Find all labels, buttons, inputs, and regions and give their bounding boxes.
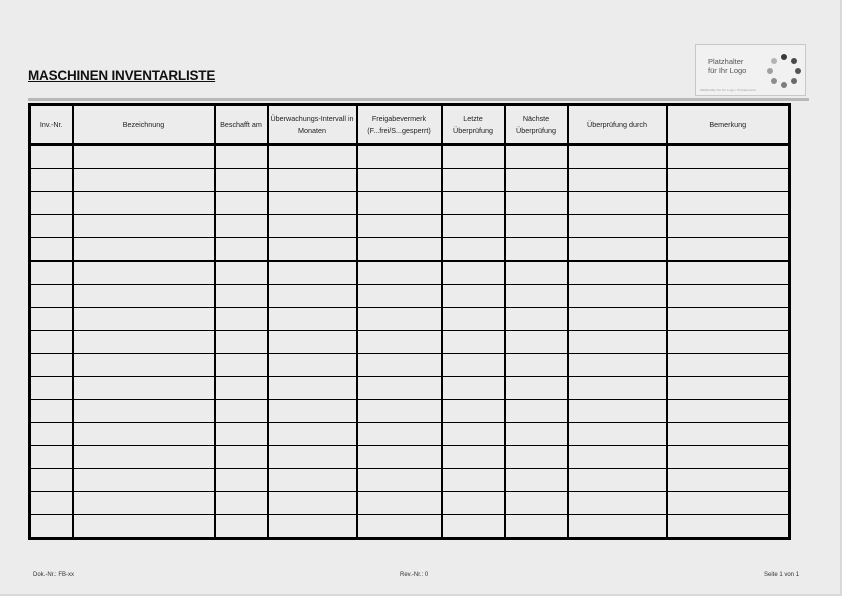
table-cell[interactable] (215, 308, 268, 331)
footer-page: Seite 1 von 1 (764, 572, 800, 578)
table-cell[interactable] (442, 285, 505, 308)
table-cell[interactable] (667, 331, 790, 354)
table-cell[interactable] (30, 331, 73, 354)
table-cell[interactable] (73, 285, 215, 308)
table-cell[interactable] (30, 354, 73, 377)
logo-placeholder (695, 44, 806, 96)
document-title: MASCHINEN INVENTARLISTE (28, 68, 216, 83)
table-cell[interactable] (442, 215, 505, 238)
table-cell[interactable] (30, 169, 73, 192)
table-cell[interactable] (667, 145, 790, 169)
table-cell[interactable] (442, 145, 505, 169)
table-cell[interactable] (30, 285, 73, 308)
table-cell[interactable] (73, 377, 215, 400)
table-cell[interactable] (30, 215, 73, 238)
logo-dot (781, 82, 787, 88)
table-cell[interactable] (268, 285, 357, 308)
table-row (30, 331, 790, 354)
table-cell[interactable] (357, 261, 442, 285)
table-cell[interactable] (505, 145, 568, 169)
table-cell[interactable] (73, 145, 215, 169)
table-cell[interactable] (505, 192, 568, 215)
table-cell[interactable] (442, 446, 505, 469)
table-cell[interactable] (442, 469, 505, 492)
table-cell[interactable] (357, 285, 442, 308)
table-cell[interactable] (505, 285, 568, 308)
table-cell[interactable] (505, 331, 568, 354)
logo-dot (791, 78, 797, 84)
table-row (30, 169, 790, 192)
table-cell[interactable] (268, 238, 357, 262)
table-row (30, 423, 790, 446)
table-row (30, 515, 790, 539)
table-cell[interactable] (357, 169, 442, 192)
table-cell[interactable] (357, 308, 442, 331)
table-row (30, 492, 790, 515)
column-header: Bezeichnung (73, 105, 215, 145)
table-cell[interactable] (442, 423, 505, 446)
table-cell[interactable] (442, 238, 505, 262)
table-cell[interactable] (215, 285, 268, 308)
table-cell[interactable] (73, 423, 215, 446)
table-cell[interactable] (30, 492, 73, 515)
logo-subtext: Platzhalter für Ihr Logo / Firmenname (700, 88, 756, 92)
table-cell[interactable] (667, 354, 790, 377)
table-cell[interactable] (215, 145, 268, 169)
table-cell[interactable] (442, 192, 505, 215)
table-cell[interactable] (505, 515, 568, 539)
table-cell[interactable] (505, 446, 568, 469)
table-cell[interactable] (505, 215, 568, 238)
table-cell[interactable] (73, 238, 215, 262)
table-cell[interactable] (505, 377, 568, 400)
table-cell[interactable] (30, 423, 73, 446)
table-cell[interactable] (505, 169, 568, 192)
table-cell[interactable] (357, 145, 442, 169)
table-cell[interactable] (568, 192, 667, 215)
footer-rev-nr: Rev.-Nr.: 0 (400, 572, 429, 578)
column-header: Nächste Überprüfung (505, 105, 568, 145)
column-header: Inv.-Nr. (30, 105, 73, 145)
table-cell[interactable] (667, 469, 790, 492)
logo-dot (781, 54, 787, 60)
table-cell[interactable] (215, 400, 268, 423)
logo-text-line1: Platzhalter (708, 57, 744, 66)
column-header: Letzte Überprüfung (442, 105, 505, 145)
table-row (30, 215, 790, 238)
table-cell[interactable] (667, 169, 790, 192)
logo-dot (767, 68, 773, 74)
table-cell[interactable] (667, 423, 790, 446)
logo-text-line2: für Ihr Logo (708, 66, 747, 75)
table-cell[interactable] (667, 400, 790, 423)
table-cell[interactable] (30, 400, 73, 423)
table-cell[interactable] (215, 423, 268, 446)
table-row (30, 285, 790, 308)
table-cell[interactable] (215, 469, 268, 492)
table-cell[interactable] (215, 377, 268, 400)
table-cell[interactable] (268, 354, 357, 377)
table-cell[interactable] (357, 215, 442, 238)
table-cell[interactable] (73, 331, 215, 354)
table-cell[interactable] (568, 238, 667, 262)
table-cell[interactable] (568, 492, 667, 515)
table-cell[interactable] (215, 261, 268, 285)
table-cell[interactable] (667, 515, 790, 539)
table-cell[interactable] (215, 446, 268, 469)
column-header: Bemerkung (667, 105, 790, 145)
table-cell[interactable] (357, 446, 442, 469)
table-cell[interactable] (30, 238, 73, 262)
table-cell[interactable] (73, 192, 215, 215)
logo-ring-icon (764, 51, 804, 91)
table-cell[interactable] (357, 400, 442, 423)
table-cell[interactable] (442, 377, 505, 400)
table-cell[interactable] (73, 469, 215, 492)
table-cell[interactable] (442, 515, 505, 539)
table-cell[interactable] (73, 400, 215, 423)
table-cell[interactable] (215, 215, 268, 238)
column-header: Überprüfung durch (568, 105, 667, 145)
table-cell[interactable] (568, 169, 667, 192)
table-cell[interactable] (215, 354, 268, 377)
table-cell[interactable] (568, 261, 667, 285)
table-row (30, 354, 790, 377)
table-cell[interactable] (667, 446, 790, 469)
logo-text (708, 57, 746, 75)
column-header: Beschafft am (215, 105, 268, 145)
table-cell[interactable] (442, 331, 505, 354)
table-cell[interactable] (357, 469, 442, 492)
table-cell[interactable] (357, 354, 442, 377)
table-cell[interactable] (268, 192, 357, 215)
column-header: Überwachungs-Intervall in Monaten (268, 105, 357, 145)
table-cell[interactable] (357, 192, 442, 215)
table-cell[interactable] (667, 285, 790, 308)
table-cell[interactable] (215, 169, 268, 192)
table-cell[interactable] (667, 261, 790, 285)
table-cell[interactable] (568, 285, 667, 308)
table-cell[interactable] (268, 377, 357, 400)
table-cell[interactable] (667, 308, 790, 331)
table-cell[interactable] (505, 238, 568, 262)
table-cell[interactable] (442, 354, 505, 377)
header-divider (28, 98, 809, 101)
table-cell[interactable] (568, 145, 667, 169)
table-cell[interactable] (215, 331, 268, 354)
column-header: Freigabevermerk (F...frei/S...gesperrt) (357, 105, 442, 145)
table-cell[interactable] (442, 308, 505, 331)
inventory-table (28, 103, 791, 540)
table-cell[interactable] (505, 423, 568, 446)
table-cell[interactable] (268, 423, 357, 446)
table-cell[interactable] (30, 446, 73, 469)
table-row (30, 261, 790, 285)
logo-dot (791, 58, 797, 64)
table-cell[interactable] (73, 261, 215, 285)
table-cell[interactable] (505, 308, 568, 331)
table-cell[interactable] (215, 515, 268, 539)
table-cell[interactable] (505, 400, 568, 423)
table-cell[interactable] (73, 169, 215, 192)
table-cell[interactable] (357, 377, 442, 400)
table-cell[interactable] (268, 145, 357, 169)
table-cell[interactable] (215, 192, 268, 215)
table-cell[interactable] (568, 215, 667, 238)
table-cell[interactable] (30, 192, 73, 215)
table-cell[interactable] (268, 400, 357, 423)
table-cell[interactable] (268, 492, 357, 515)
logo-dot (771, 78, 777, 84)
table-cell[interactable] (268, 446, 357, 469)
table-cell[interactable] (73, 354, 215, 377)
table-row (30, 145, 790, 169)
table-cell[interactable] (568, 354, 667, 377)
table-cell[interactable] (30, 515, 73, 539)
table-cell[interactable] (268, 469, 357, 492)
logo-dot (771, 58, 777, 64)
table-cell[interactable] (268, 169, 357, 192)
table-row (30, 446, 790, 469)
table-cell[interactable] (667, 492, 790, 515)
table-cell[interactable] (73, 492, 215, 515)
table-cell[interactable] (357, 492, 442, 515)
table-cell[interactable] (667, 377, 790, 400)
table-cell[interactable] (667, 215, 790, 238)
table-cell[interactable] (215, 238, 268, 262)
table-cell[interactable] (268, 308, 357, 331)
table-cell[interactable] (30, 261, 73, 285)
table-cell[interactable] (568, 469, 667, 492)
table-row (30, 469, 790, 492)
table-cell[interactable] (30, 308, 73, 331)
table-cell[interactable] (442, 169, 505, 192)
logo-dot (795, 68, 801, 74)
table-cell[interactable] (505, 492, 568, 515)
table-cell[interactable] (30, 145, 73, 169)
table-row (30, 238, 790, 262)
table-cell[interactable] (215, 492, 268, 515)
table-row (30, 192, 790, 215)
table-cell[interactable] (357, 331, 442, 354)
table-cell[interactable] (442, 400, 505, 423)
table-cell[interactable] (73, 308, 215, 331)
footer-doc-nr: Dok.-Nr.: FB-xx (33, 572, 75, 578)
table-cell[interactable] (268, 515, 357, 539)
table-row (30, 400, 790, 423)
table-cell[interactable] (568, 423, 667, 446)
table-cell[interactable] (357, 238, 442, 262)
table-cell[interactable] (667, 238, 790, 262)
table-cell[interactable] (568, 400, 667, 423)
table-cell[interactable] (505, 261, 568, 285)
table-cell[interactable] (73, 515, 215, 539)
table-cell[interactable] (667, 192, 790, 215)
table-cell[interactable] (268, 331, 357, 354)
table-cell[interactable] (30, 377, 73, 400)
table-cell[interactable] (568, 331, 667, 354)
table-row (30, 377, 790, 400)
table-cell[interactable] (568, 515, 667, 539)
table-cell[interactable] (442, 261, 505, 285)
table-header-row (30, 105, 790, 145)
table-cell[interactable] (30, 469, 73, 492)
table-row (30, 308, 790, 331)
table-cell[interactable] (568, 446, 667, 469)
table-cell[interactable] (73, 446, 215, 469)
table-cell[interactable] (73, 215, 215, 238)
table-cell[interactable] (357, 515, 442, 539)
table-cell[interactable] (442, 492, 505, 515)
table-cell[interactable] (505, 354, 568, 377)
table-cell[interactable] (568, 377, 667, 400)
table-cell[interactable] (268, 215, 357, 238)
table-cell[interactable] (357, 423, 442, 446)
table-cell[interactable] (268, 261, 357, 285)
table-cell[interactable] (568, 308, 667, 331)
table-cell[interactable] (505, 469, 568, 492)
